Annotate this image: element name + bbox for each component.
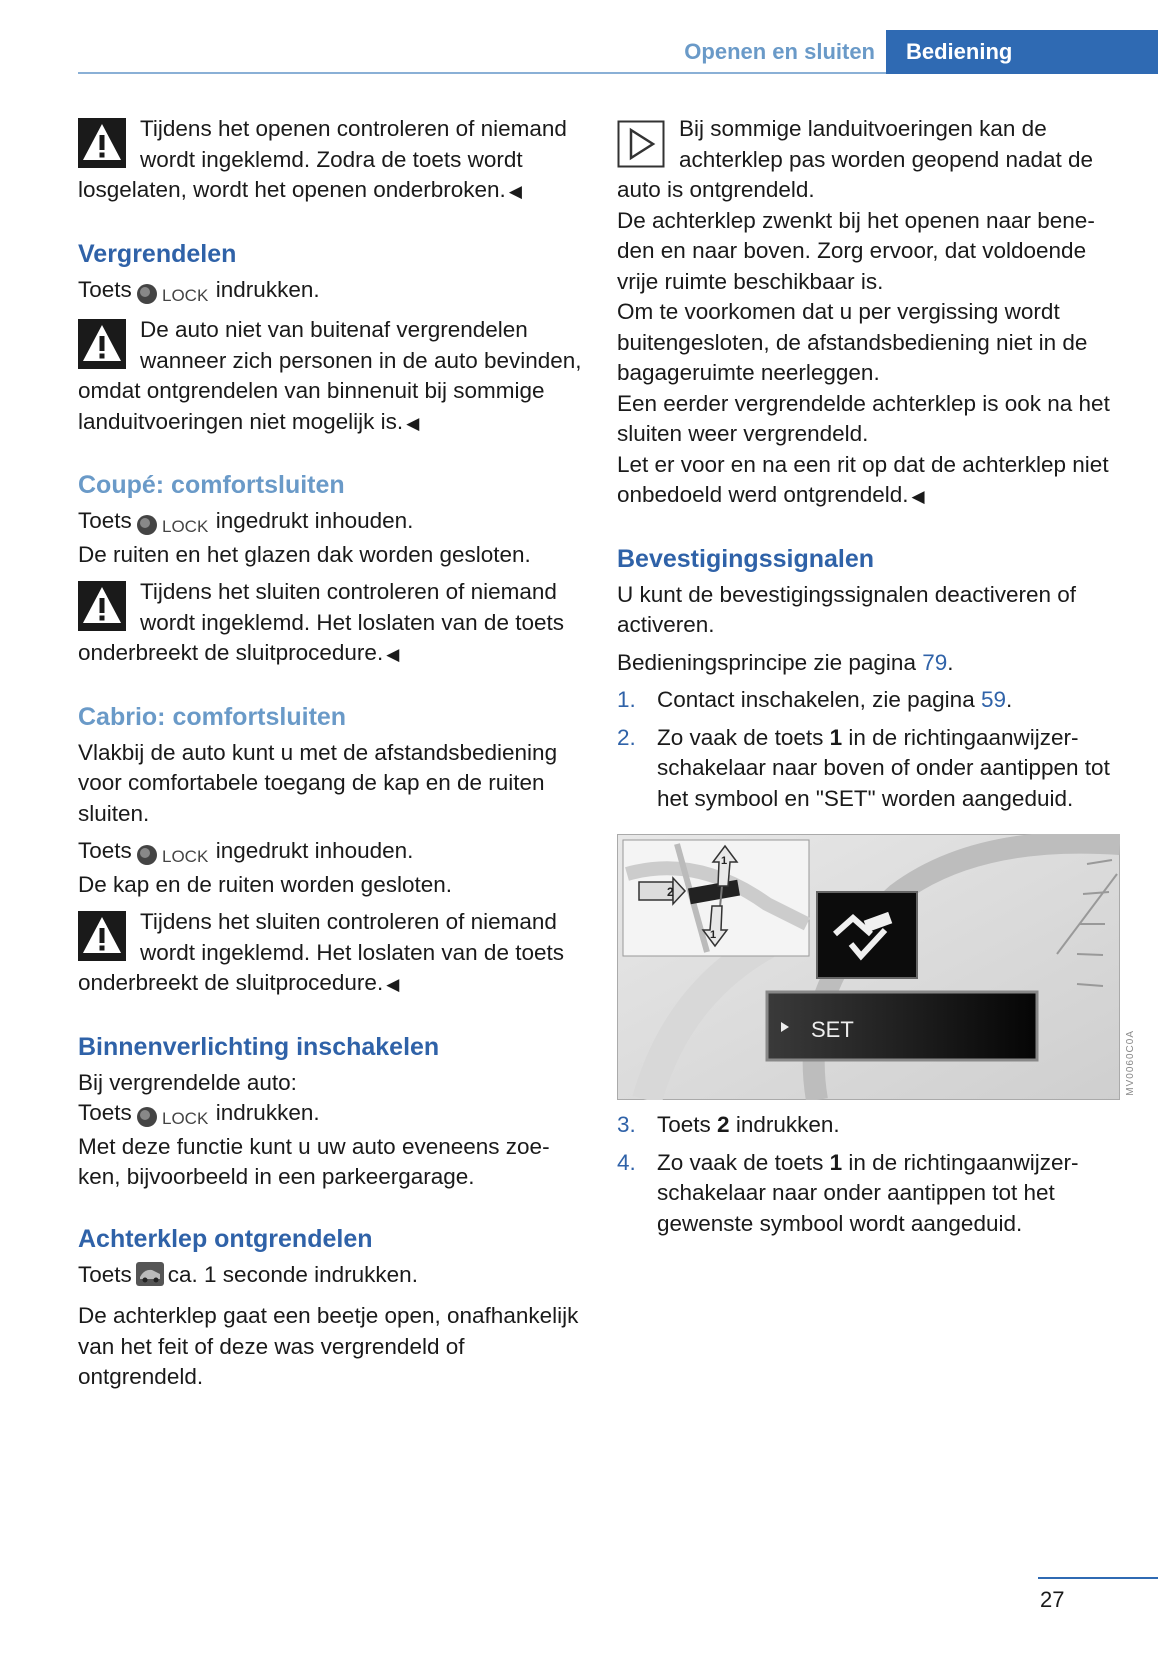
end-marker-icon: ◀ [386, 975, 400, 994]
tailgate-check-text [617, 450, 1122, 513]
instruction-text: indrukken. [215, 1100, 320, 1125]
confirm-steps [617, 685, 1122, 814]
instruction-text: Toets [78, 838, 132, 863]
lock-button-icon [136, 509, 212, 540]
warning-note-cabrio [78, 907, 583, 1001]
cluster-illustration [617, 834, 1120, 1100]
right-column [617, 114, 1136, 1239]
lock-label: LOCK [161, 517, 209, 537]
section-heading-lock: Vergrendelen [78, 239, 237, 268]
page-link[interactable]: 79 [922, 649, 948, 675]
warning-triangle-icon [78, 911, 126, 961]
header-section-title: Openen en sluiten [684, 39, 875, 64]
warning-note-lock [78, 315, 583, 439]
warning-triangle-icon [78, 118, 126, 168]
lock-button-icon [136, 1101, 212, 1132]
lock-instruction [78, 275, 583, 309]
principle-text: . [947, 649, 954, 675]
footer-rule [1038, 1577, 1158, 1579]
warning-text: De auto niet van buitenaf vergrendelen wanneer zich personen in de auto bevinden, omdat ontgrendelen van binnenuit bij sommige landuitvoeringen niet mogelijk is. [78, 317, 582, 434]
lock-label: LOCK [161, 847, 209, 867]
note-text: Bij sommige landuitvoeringen kan de achterklep pas worden geopend nadat de auto is ontgrendeld. [617, 116, 1094, 202]
warning-text: Tijdens het sluiten controleren of niemand wordt ingeklemd. Het loslaten van de toets onderbreekt de sluitprocedure. [78, 909, 564, 995]
warning-text: Tijdens het openen controleren of niemand wordt ingeklemd. Zodra de toets wordt losgelaten, wordt het openen onderbroken. [78, 116, 567, 202]
section-heading-cabrio: Cabrio: comfortsluiten [78, 702, 347, 731]
list-item [617, 1148, 1122, 1240]
section-heading-tailgate: Achterklep ontgrendelen [78, 1224, 373, 1253]
display-set-label: SET [811, 1017, 854, 1042]
end-marker-icon: ◀ [508, 182, 522, 201]
warning-note-open [78, 114, 583, 208]
callout-label-2: 2 [667, 885, 674, 899]
end-marker-icon: ◀ [911, 487, 925, 506]
cabrio-instruction [78, 836, 583, 870]
list-item [617, 723, 1122, 815]
confirm-principle [617, 648, 1122, 679]
interior-text: Met deze functie kunt u uw auto eveneens zoeken, bijvoorbeeld in een parkeergarage. [78, 1133, 550, 1189]
header-chapter-tab: Bediening [886, 30, 1158, 74]
lock-button-icon [136, 278, 212, 309]
tailgate-swing-text: De achterklep zwenkt bij het openen naar beneden en naar boven. Zorg ervoor, dat voldoende vrije ruimte beschikbaar is. [617, 207, 1095, 294]
page-header [0, 30, 1165, 74]
cabrio-text: Vlakbij de auto kunt u met de afstandsbediening voor comfortabele toegang de kap en de ruiten sluiten. [78, 739, 558, 826]
figure-code: MV0060C0A [1124, 1030, 1136, 1096]
step-text: indrukken. [735, 1112, 840, 1137]
step-number: 3. [617, 1112, 636, 1137]
instrument-cluster-figure [617, 834, 1136, 1100]
instruction-text: ingedrukt inhouden. [215, 508, 414, 533]
instruction-text: ca. 1 seconde indrukken. [167, 1261, 418, 1287]
step-number: 2. [617, 724, 636, 750]
callout-label-1: 1 [710, 929, 717, 941]
principle-text: Bedieningsprincipe zie pagina [617, 649, 916, 675]
step-text: in de richtingaanwijzerschakelaar naar boven of onder aantippen tot het symbool en "SET" worden aangeduid. [657, 724, 1110, 811]
step-text: . [1006, 687, 1013, 712]
tailgate-button-icon [136, 1262, 164, 1295]
warning-text: Tijdens het sluiten controleren of niemand wordt ingeklemd. Het loslaten van de toets onderbreekt de sluitprocedure. [78, 579, 564, 665]
tailgate-text: De achterklep gaat een beetje open, onafhankelijk van het feit of deze was vergrendeld of ontgrendeld. [78, 1303, 579, 1389]
step-number: 1. [617, 687, 636, 712]
key-number: 2 [717, 1112, 730, 1137]
info-note-tailgate [617, 114, 1122, 206]
step-text: Zo vaak de toets [657, 724, 824, 750]
key-number: 1 [829, 724, 843, 750]
interior-instruction [78, 1098, 583, 1132]
instruction-text: Toets [78, 1100, 132, 1125]
warning-note-coupe [78, 577, 583, 671]
step-text: Zo vaak de toets [657, 1149, 824, 1175]
left-column [78, 114, 583, 1393]
list-item [617, 685, 1122, 716]
coupe-result: De ruiten en het glazen dak worden gesloten. [78, 541, 531, 567]
tailgate-lockout-text: Om te voorkomen dat u per vergissing wordt buitengesloten, de afstandsbediening niet in de bagageruimte neerleggen. [617, 299, 1088, 385]
tailgate-instruction [78, 1260, 583, 1295]
interior-condition: Bij vergrendelde auto: [78, 1069, 297, 1095]
step-text: in de richtingaanwijzerschakelaar naar onder aantippen tot het gewenste symbool wordt aangeduid. [657, 1149, 1079, 1236]
warning-triangle-icon [78, 581, 126, 631]
end-marker-icon: ◀ [406, 413, 420, 433]
callout-label-1: 1 [721, 855, 728, 867]
section-heading-coupe: Coupé: comfortsluiten [78, 471, 345, 499]
key-number: 1 [829, 1149, 843, 1175]
lock-button-icon [136, 839, 212, 870]
confirm-intro: U kunt de bevestigingssignalen deactiveren of activeren. [617, 581, 1077, 637]
instruction-text: ingedrukt inhouden. [215, 838, 414, 863]
step-text: Contact inschakelen, zie pagina [657, 687, 975, 712]
warning-triangle-icon [78, 319, 126, 369]
note-arrow-icon [617, 118, 665, 168]
page-link[interactable]: 59 [980, 687, 1006, 712]
instruction-text: Toets [78, 508, 132, 533]
header-rule [78, 72, 886, 74]
section-heading-interior: Binnenverlichting inschakelen [78, 1032, 440, 1061]
instruction-text: indrukken. [215, 276, 320, 302]
check-text: Let er voor en na een rit op dat de achterklep niet onbedoeld werd ontgrendeld. [617, 451, 1109, 507]
cabrio-result: De kap en de ruiten worden gesloten. [78, 871, 452, 897]
tailgate-relock-text: Een eerder vergrendelde achterklep is ook na het sluiten weer vergrendeld. [617, 390, 1110, 446]
confirm-steps-continued [617, 1110, 1122, 1239]
step-text: Toets [657, 1112, 711, 1137]
section-heading-confirm: Bevestigingssignalen [617, 544, 875, 573]
lock-label: LOCK [161, 285, 209, 305]
list-item [617, 1110, 1122, 1141]
lock-label: LOCK [161, 1109, 209, 1129]
instruction-text: Toets [78, 276, 132, 302]
coupe-instruction [78, 506, 583, 540]
end-marker-icon: ◀ [386, 645, 400, 664]
step-number: 4. [617, 1149, 636, 1175]
instruction-text: Toets [78, 1261, 132, 1287]
page-number: 27 [1040, 1587, 1065, 1612]
